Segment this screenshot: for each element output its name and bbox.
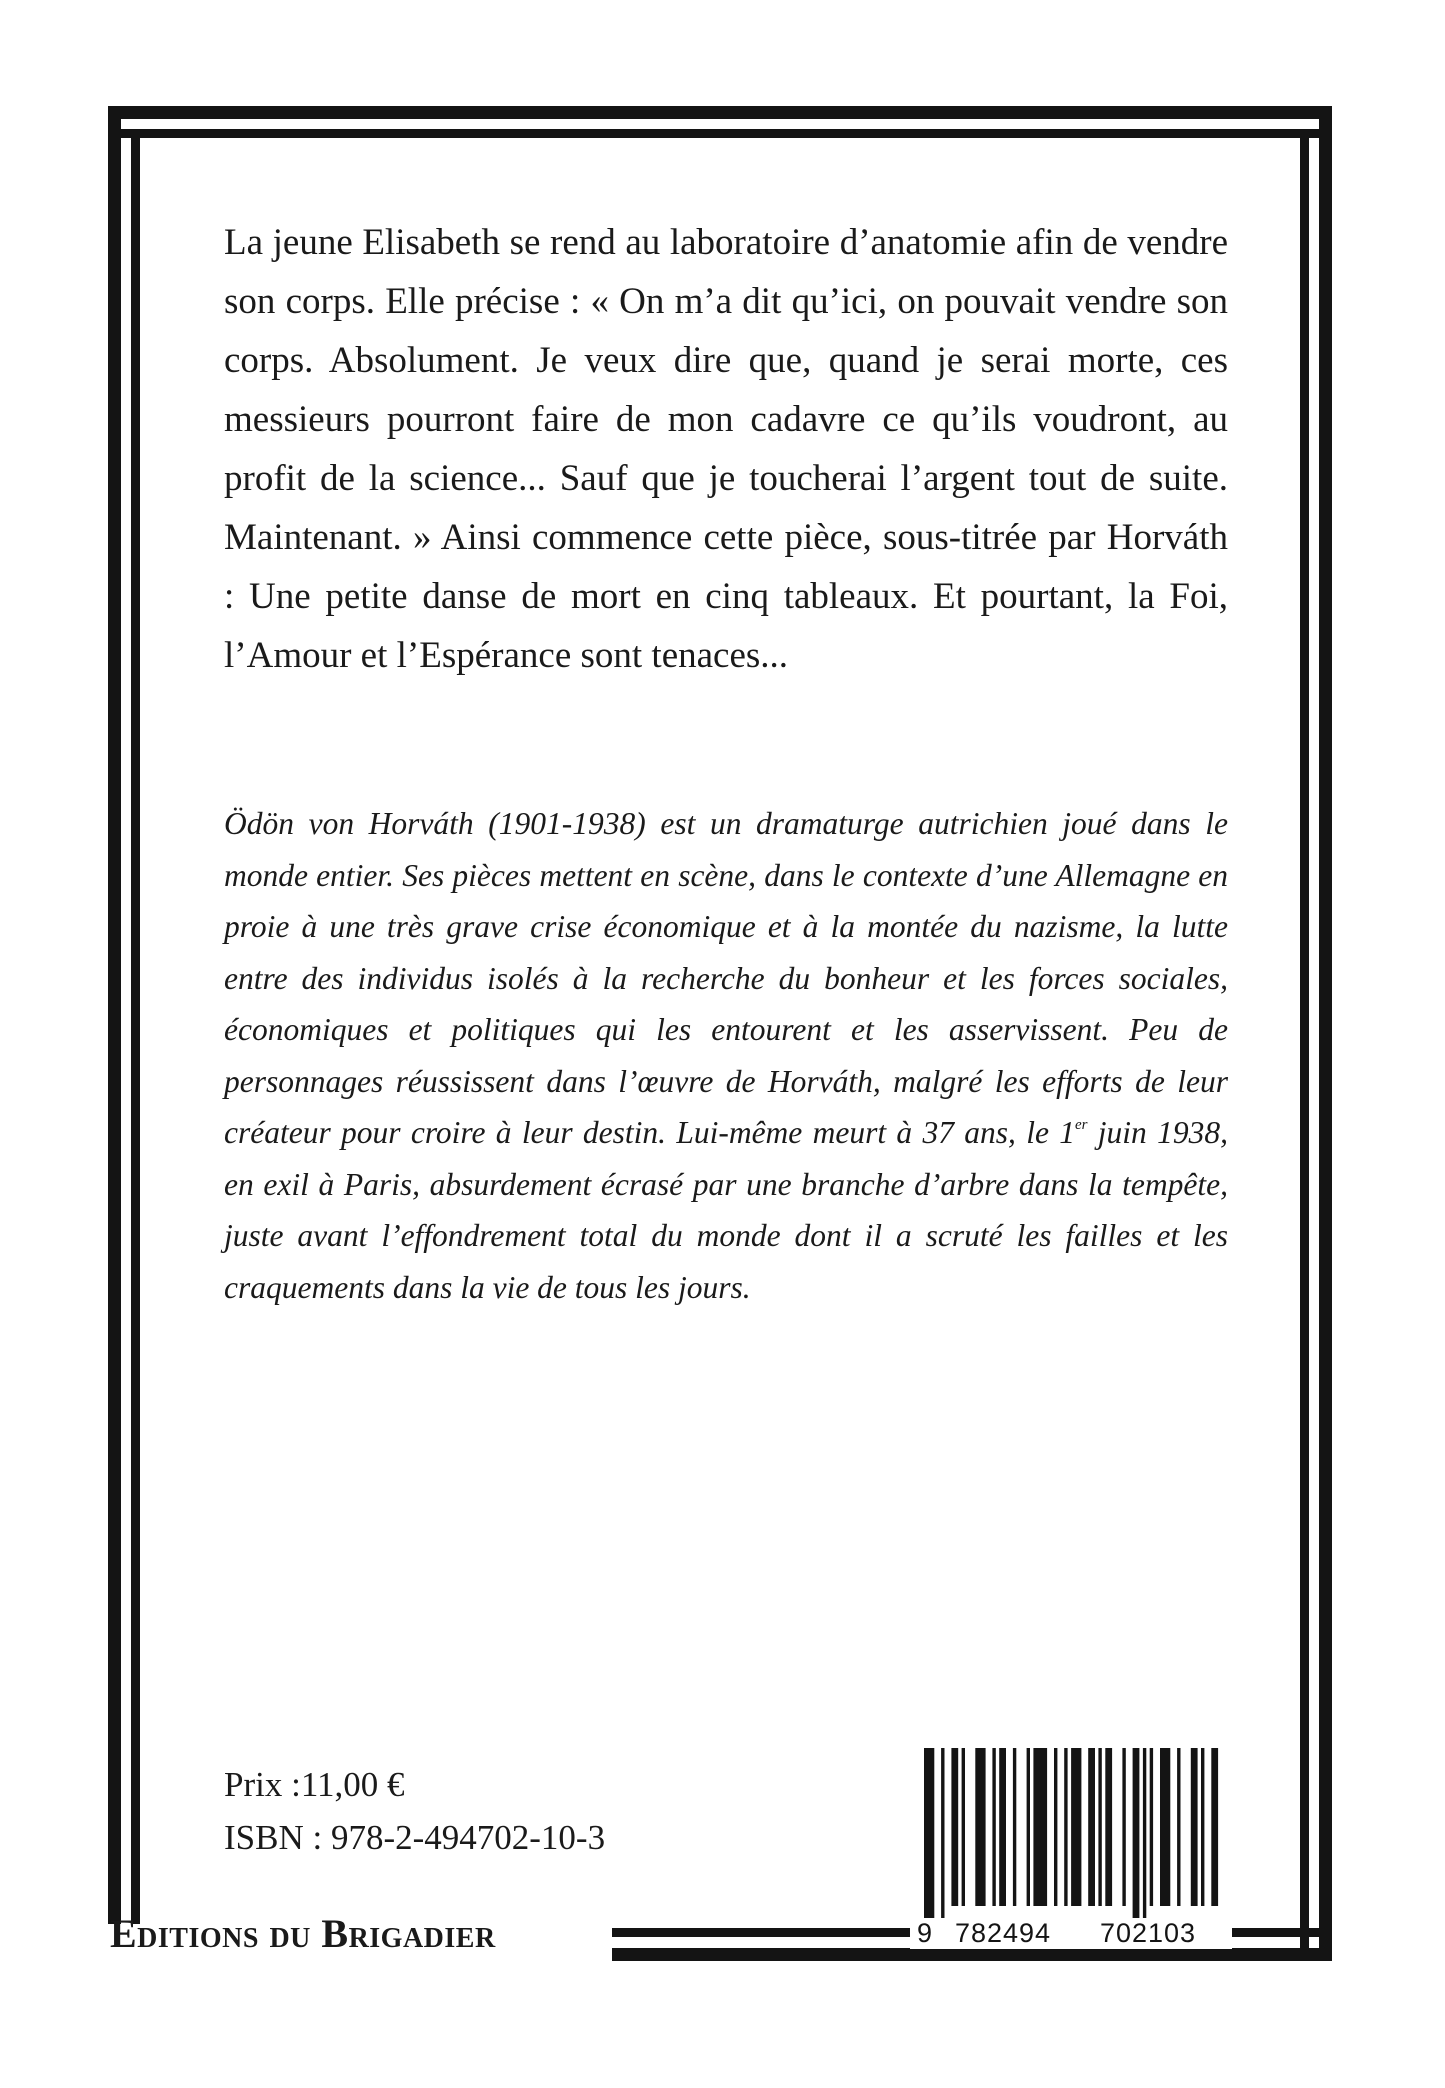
price-label: Prix :11,00 € — [224, 1765, 405, 1804]
top-border-inner — [108, 129, 1332, 138]
barcode-bar — [992, 1748, 995, 1906]
barcode-bar — [975, 1748, 985, 1906]
barcode-bar — [1098, 1748, 1101, 1906]
barcode-bar — [1033, 1748, 1047, 1906]
barcode-bar — [1027, 1748, 1030, 1906]
right-border-outer — [1319, 106, 1332, 1961]
left-border-inner — [131, 129, 140, 1924]
right-border-inner — [1300, 129, 1309, 1961]
barcode-bar — [1201, 1748, 1204, 1906]
barcode-bar — [1160, 1748, 1170, 1906]
author-biography — [224, 798, 1228, 1313]
barcode-bar — [924, 1748, 934, 1918]
left-border-outer — [108, 106, 121, 1924]
bio-text-part-1: Ödön von Horváth (1901-1938) est un dramaturge autrichien joué dans le monde entier. Ses pièces mettent en scène, dans le contexte d’une Allemagne en proie à une très grave crise économique et à la montée du nazisme, la lutte entre des individus isolés à la recherche du bonheur et les forces sociales, économiques et politiques qui les entourent et les asservissent. Peu de personnages réussissent dans l’œuvre de Horváth, malgré les efforts de leur créateur pour croire à leur destin. Lui-même meurt à 37 ans, le 1 — [224, 806, 1228, 1150]
ordinal-superscript: er — [1074, 1117, 1088, 1133]
barcode-bar — [1013, 1748, 1016, 1906]
barcode-bar — [1133, 1748, 1140, 1918]
barcode-left-digits: 782494 — [954, 1918, 1052, 1948]
barcode-bar — [1191, 1748, 1198, 1906]
publisher-name: Editions du Brigadier — [110, 1911, 496, 1956]
barcode-bar — [1150, 1748, 1153, 1906]
bottom-border-lower — [612, 1948, 1332, 1961]
barcode-bar — [1071, 1748, 1081, 1906]
barcode-bar — [941, 1748, 944, 1918]
barcode-bar — [962, 1748, 965, 1906]
isbn-barcode — [910, 1744, 1232, 1949]
book-summary: La jeune Elisabeth se rend au laboratoire d’anatomie afin de vendre son corps. Elle précise : « On m’a dit qu’ici, on pouvait vendre son corps. Absolument. Je veux dire que, quand je serai morte, ces messieurs pourront faire de mon cadavre ce qu’ils voudront, au profit de la science... Sauf que je toucherai l’argent tout de suite. Maintenant. » Ainsi commence cette pièce, sous-titrée par Horváth : Une petite danse de mort en cinq tableaux. Et pourtant, la Foi, l’Amour et l’Espérance sont tenaces... — [224, 222, 1228, 676]
barcode-bar — [1105, 1748, 1112, 1906]
barcode-bar — [1054, 1748, 1057, 1906]
isbn-label: ISBN : 978-2-494702-10-3 — [224, 1818, 606, 1857]
barcode-bar — [999, 1748, 1006, 1906]
barcode-right-digits: 702103 — [1099, 1918, 1197, 1948]
barcode-first-digit: 9 — [917, 1918, 933, 1948]
barcode-bar — [1064, 1748, 1067, 1906]
barcode-bar — [1177, 1748, 1180, 1906]
barcode-bar — [1122, 1748, 1125, 1906]
barcode-bar — [951, 1748, 958, 1906]
top-border-outer — [108, 106, 1332, 119]
barcode-bar — [1143, 1748, 1146, 1918]
barcode-bar — [1211, 1748, 1218, 1906]
bio-text-part-2: juin 1938, en exil à Paris, absurdement écrasé par une branche d’arbre dans la tempête, juste avant l’effondrement total du monde dont il a scruté les failles et les craquements dans la vie de tous les jours. — [224, 1115, 1228, 1305]
barcode-bar — [1088, 1748, 1095, 1906]
